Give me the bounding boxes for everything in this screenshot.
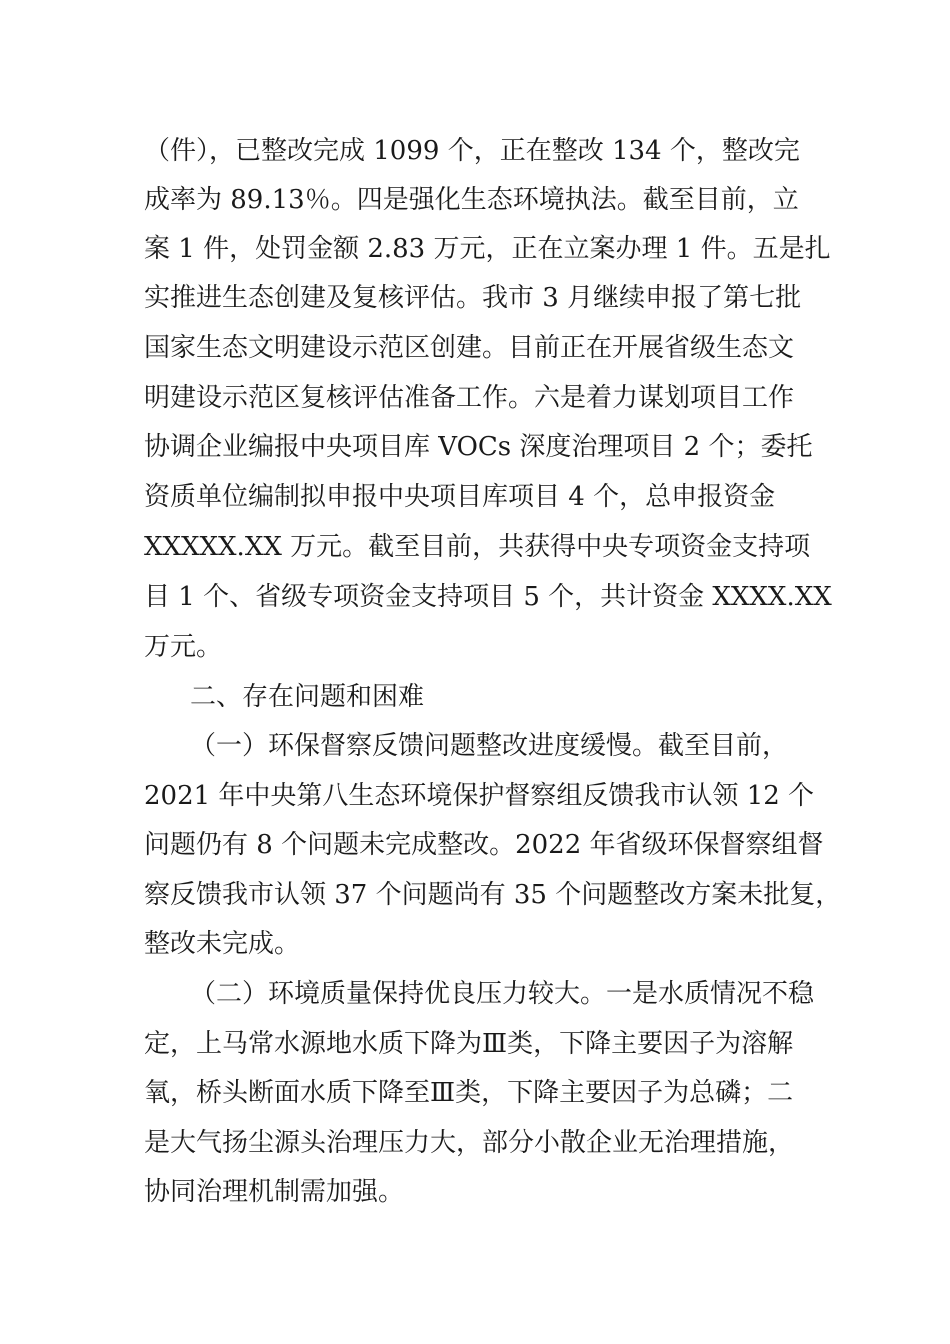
paragraph-line: 整改未完成。 <box>144 929 301 959</box>
paragraph-line: 资质单位编制拟申报中央项目库项目 4 个，总申报资金 <box>144 482 776 512</box>
paragraph-line: 问题仍有 8 个问题未完成整改。2022 年省级环保督察组督 <box>144 830 824 860</box>
paragraph-line: 案 1 件，处罚金额 2.83 万元，正在立案办理 1 件。五是扎 <box>144 234 831 264</box>
paragraph-line: 成率为 89.13％。四是强化生态环境执法。截至目前，立 <box>144 185 799 215</box>
paragraph-line: 协同治理机制需加强。 <box>144 1177 405 1207</box>
section-heading: 二、存在问题和困难 <box>190 682 425 712</box>
paragraph-line: 实推进生态创建及复核评估。我市 3 月继续申报了第七批 <box>144 283 802 313</box>
paragraph-line: 万元。 <box>144 632 223 662</box>
paragraph-line: 氧，桥头断面水质下降至Ⅲ类，下降主要因子为总磷；二 <box>144 1078 794 1108</box>
paragraph-line: 国家生态文明建设示范区创建。目前正在开展省级生态文 <box>144 333 795 363</box>
paragraph-line: （二）环境质量保持优良压力较大。一是水质情况不稳 <box>190 979 815 1009</box>
paragraph-line: （一）环保督察反馈问题整改进度缓慢。截至目前， <box>190 731 789 761</box>
paragraph-line: 定，上马常水源地水质下降为Ⅲ类，下降主要因子为溶解 <box>144 1029 794 1059</box>
paragraph-line: 是大气扬尘源头治理压力大，部分小散企业无治理措施， <box>144 1128 795 1158</box>
paragraph-line: 协调企业编报中央项目库 VOCs 深度治理项目 2 个；委托 <box>144 432 813 462</box>
paragraph-line: 2021 年中央第八生态环境保护督察组反馈我市认领 12 个 <box>144 781 815 811</box>
paragraph-line: （件），已整改完成 1099 个，正在整改 134 个，整改完 <box>144 136 800 166</box>
paragraph-line: 察反馈我市认领 37 个问题尚有 35 个问题整改方案未批复， <box>144 880 842 910</box>
paragraph-line: 明建设示范区复核评估准备工作。六是着力谋划项目工作 <box>144 383 795 413</box>
paragraph-line: XXXXX.XX 万元。截至目前，共获得中央专项资金支持项 <box>144 532 811 562</box>
paragraph-line: 目 1 个、省级专项资金支持项目 5 个，共计资金 XXXX.XX <box>144 582 832 612</box>
